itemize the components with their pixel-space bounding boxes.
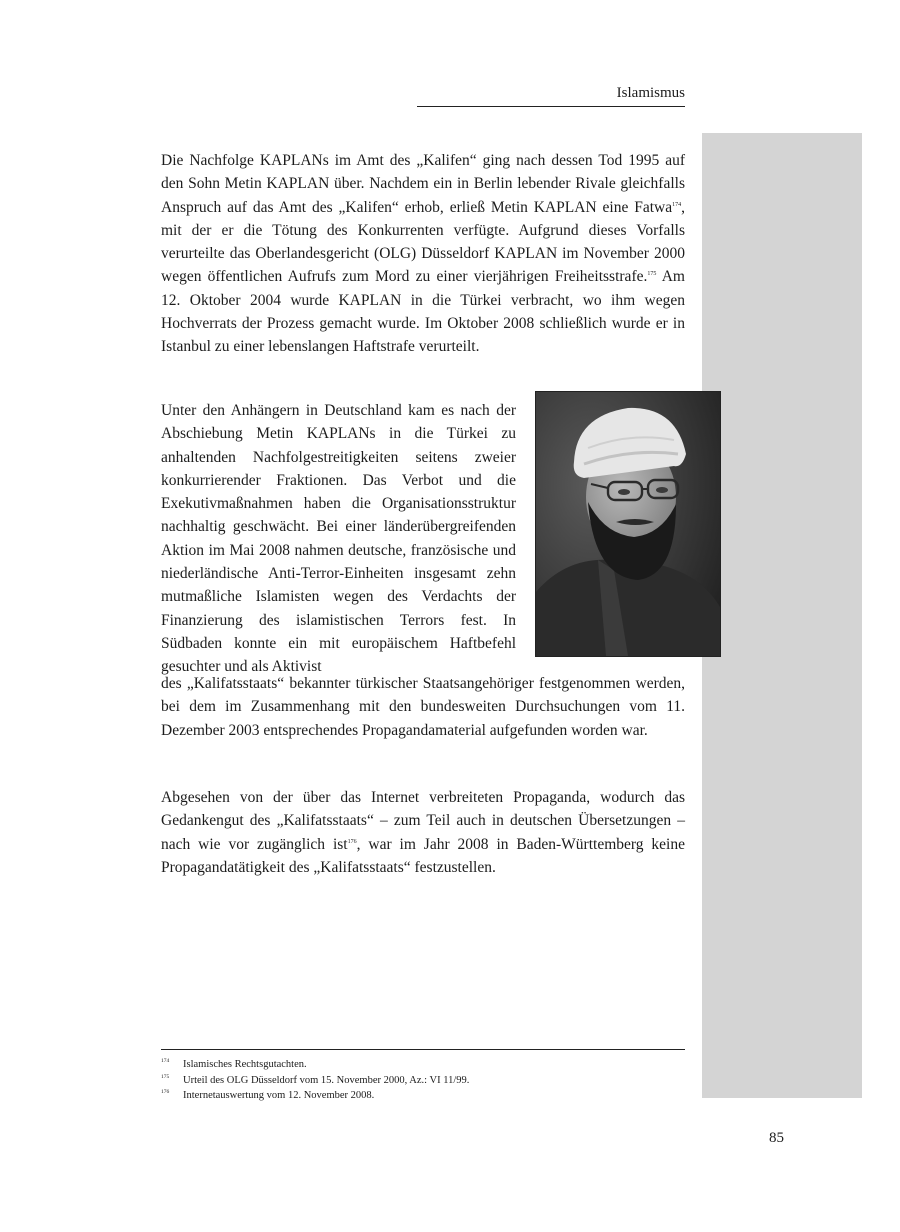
footnote-176 [161,1088,685,1104]
footnote-174 [161,1057,685,1073]
paragraph-propaganda: Abgesehen von der über das Internet verbreiteten Propaganda, wodurch das Gedankengut des „Kalifatsstaats“ – zum Teil auch in deutschen Übersetzungen – nach wie vor zugänglich ist$^{176}$, war im Jahr 2008 in Baden-Württemberg keine Propagandatätigkeit des „Kalifatsstaats“ festzustellen. [161,789,685,876]
footnote-ref-175[interactable]: 175 [647,271,657,278]
paragraph-arrest: des „Kalifatsstaats“ bekannter türkischer Staatsangehöriger festgenommen werden, bei dem im Zusammenhang mit den bundesweiten Durchsuchungen vom 11. Dezember 2003 entsprechendes Propagandamaterial aufgefunden worden war. [161,675,685,739]
footnote-text: Internetauswertung vom 12. November 2008. [183,1090,375,1101]
footnote-text: Urteil des OLG Düsseldorf vom 15. November 2000, Az.: VI 11/99. [183,1074,470,1086]
footnote-number: 176 [161,1089,170,1095]
footnotes [161,1057,685,1104]
running-header [417,84,685,107]
footnote-text: Islamisches Rechtsgutachten. [183,1059,307,1070]
footnote-separator [161,1049,685,1050]
footnote-ref-176[interactable]: 176 [347,838,357,845]
page-number: 85 [769,1130,784,1146]
footnote-175 [161,1073,685,1089]
paragraph-followers: Unter den Anhängern in Deutschland kam es nach der Abschiebung Metin KAPLANs in die Türkei zu anhaltenden Nachfolgestreitigkeiten seitens zweier konkurrierender Fraktionen. Das Verbot und die Exekutivmaßnahmen haben die Organisationsstruktur nachhaltig geschwächt. Bei einer länderübergreifenden Aktion im Mai 2008 nahmen deutsche, französische und niederländische Anti-Terror-Einheiten insgesamt zehn mutmaßliche Islamisten wegen des Verdachts der Finanzierung des islamistischen Terrors fest. In Südbaden konnte ein mit europäischem Haftbefehl gesuchter und als Aktivist [161,402,516,676]
running-title: Islamismus [616,85,685,101]
footnote-number: 175 [161,1073,170,1080]
footnote-number: 174 [161,1058,170,1064]
gray-margin-bar [702,133,862,1098]
portrait-illustration [536,392,720,656]
paragraph-kaplan-succession: Die Nachfolge KAPLANs im Amt des „Kalifen“ ging nach dessen Tod 1995 auf den Sohn Metin KAPLAN über. Nachdem ein in Berlin lebender Rivale gleichfalls Anspruch auf das Amt des „Kalifen“ erhob, erließ Metin KAPLAN eine Fatwa$^{174}$, mit der er die Tötung des Konkurrenten verfügte. Aufgrund dieses Vorfalls verurteilte das Oberlandesgericht (OLG) Düsseldorf KAPLAN im November 2000 wegen öffentlichen Aufrufs zum Mord zu einer vierjährigen Freiheitsstrafe.$^{175}$ Am 12. Oktober 2004 wurde KAPLAN in die Türkei verbracht, wo ihm wegen Hochverrats der Prozess gemacht wurde. Im Oktober 2008 schließlich wurde er in Istanbul zu einer lebenslangen Haftstrafe verurteilt. [161,152,685,356]
footnote-ref-174[interactable]: 174 [672,201,682,208]
portrait-photo [535,391,721,657]
